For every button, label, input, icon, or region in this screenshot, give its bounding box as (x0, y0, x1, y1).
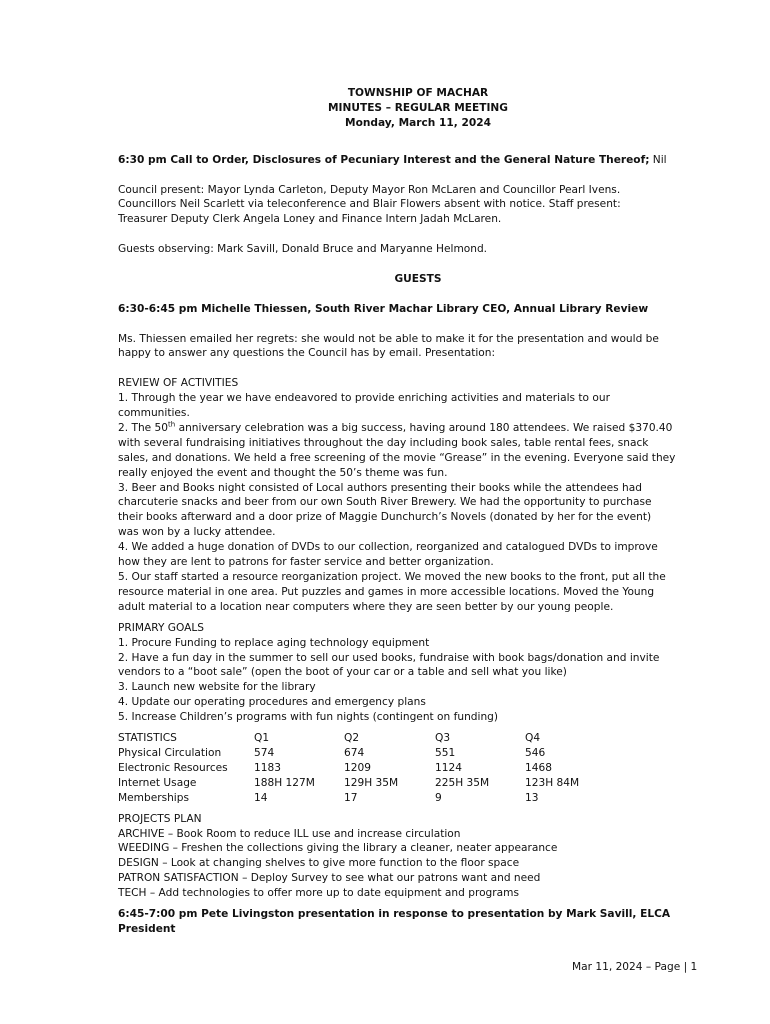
call-to-order-heading: 6:30 pm Call to Order, Disclosures of Pecuniary Interest and the General Nature Thereof; (118, 153, 650, 166)
guests-heading: GUESTS (394, 272, 442, 285)
document-header (118, 86, 718, 131)
review-line: charcuterie snacks and beer from our own South River Brewery. We had the opportunity to purchase (118, 496, 652, 509)
table-header-row (118, 731, 615, 746)
review-line: with several fundraising initiatives throughout the day including book sales, table rental fees, snack (118, 436, 649, 449)
table-header: Q2 (344, 732, 360, 745)
review-line: 4. We added a huge donation of DVDs to our collection, reorganized and catalogued DVDs to improve (118, 541, 658, 554)
goal-line: vendors to a “boot sale” (open the boot of your car or a table and sell what you like) (118, 666, 567, 679)
library-review-heading: 6:30-6:45 pm Michelle Thiessen, South River Machar Library CEO, Annual Library Review (118, 302, 649, 315)
table-cell: Memberships (118, 791, 189, 804)
council-line: Council present: Mayor Lynda Carleton, Deputy Mayor Ron McLaren and Councillor Pearl Ivens. (118, 183, 621, 196)
review-line: communities. (118, 407, 190, 420)
meeting-date: Monday, March 11, 2024 (345, 116, 491, 129)
goal-line: 1. Procure Funding to replace aging technology equipment (118, 636, 430, 649)
council-line: Treasurer Deputy Clerk Angela Loney and Finance Intern Jadah McLaren. (118, 213, 502, 226)
table-cell: 129H 35M (344, 776, 399, 789)
guests-observing: Guests observing: Mark Savill, Donald Bruce and Maryanne Helmond. (118, 243, 488, 256)
table-cell: Electronic Resources (118, 761, 228, 774)
table-cell: 546 (525, 746, 546, 759)
goal-line: 5. Increase Children’s programs with fun nights (contingent on funding) (118, 711, 499, 724)
table-cell: 14 (254, 791, 268, 804)
table-row (118, 776, 615, 791)
review-line: 1. Through the year we have endeavored to provide enriching activities and materials to our (118, 392, 610, 405)
table-cell: Physical Circulation (118, 746, 222, 759)
goals-title: PRIMARY GOALS (118, 621, 205, 634)
table-cell: 1183 (254, 761, 281, 774)
table-header: STATISTICS (118, 732, 177, 745)
goal-line: 2. Have a fun day in the summer to sell our used books, fundraise with book bags/donation and invite (118, 651, 660, 664)
project-line: PATRON SATISFACTION – Deploy Survey to see what our patrons want and need (118, 872, 541, 885)
table-cell: 188H 127M (254, 776, 315, 789)
regrets-line: Ms. Thiessen emailed her regrets: she would not be able to make it for the presentation and would be (118, 332, 659, 345)
review-title: REVIEW OF ACTIVITIES (118, 377, 239, 390)
table-row (118, 761, 615, 776)
table-header: Q4 (525, 732, 541, 745)
review-line: how they are lent to patrons for faster service and better organization. (118, 556, 494, 569)
review-line: adult material to a location near computers where they are seen better by our young people. (118, 600, 614, 613)
table-header: Q1 (254, 732, 270, 745)
council-present (118, 183, 718, 228)
call-to-order-result: Nil (649, 153, 667, 166)
review-of-activities (118, 376, 718, 615)
project-line: WEEDING – Freshen the collections giving the library a cleaner, neater appearance (118, 842, 558, 855)
review-line: 3. Beer and Books night consisted of Local authors presenting their books while the attendees had (118, 481, 642, 494)
table-cell: 17 (344, 791, 358, 804)
document-page (118, 86, 718, 937)
regrets-paragraph (118, 332, 718, 362)
review-line: was won by a lucky attendee. (118, 526, 276, 539)
table-cell: 9 (435, 791, 442, 804)
review-item-2-rest: anniversary celebration was a big success, having around 180 attendees. We raised $370.40 (175, 421, 673, 434)
projects-plan (118, 812, 718, 901)
primary-goals (118, 621, 718, 725)
page-footer: Mar 11, 2024 – Page | 1 (572, 961, 698, 973)
project-line: DESIGN – Look at changing shelves to give more function to the floor space (118, 857, 520, 870)
project-line: ARCHIVE – Book Room to reduce ILL use and increase circulation (118, 827, 461, 840)
goal-line: 3. Launch new website for the library (118, 681, 316, 694)
table-cell: Internet Usage (118, 776, 197, 789)
goal-line: 4. Update our operating procedures and emergency plans (118, 696, 426, 709)
review-line: 5. Our staff started a resource reorganization project. We moved the new books to the front, put all the (118, 571, 666, 583)
livingston-heading: 6:45-7:00 pm Pete Livingston presentation in response to presentation by Mark Savill, ELCA President (118, 908, 671, 935)
projects-title: PROJECTS PLAN (118, 812, 202, 825)
minutes-title: MINUTES – REGULAR MEETING (328, 101, 508, 114)
project-line: TECH – Add technologies to offer more up to date equipment and programs (118, 887, 519, 900)
table-row (118, 791, 615, 806)
table-cell: 1468 (525, 761, 552, 774)
table-cell: 225H 35M (435, 776, 490, 789)
review-item-2 (118, 421, 718, 436)
table-cell: 574 (254, 746, 275, 759)
table-cell: 551 (435, 746, 456, 759)
council-line: Councillors Neil Scarlett via teleconference and Blair Flowers absent with notice. Staff present: (118, 198, 621, 211)
review-line: resource material in one area. Put puzzles and games in more accessible locations. Moved the Young (118, 585, 655, 598)
table-cell: 1209 (344, 761, 371, 774)
table-row (118, 746, 615, 761)
ordinal-suffix: th (168, 420, 176, 429)
table-cell: 674 (344, 746, 365, 759)
review-item-2-prefix: 2. The 50 (118, 421, 169, 434)
statistics-table (118, 731, 615, 806)
regrets-line: happy to answer any questions the Council has by email. Presentation: (118, 347, 496, 360)
table-cell: 123H 84M (525, 776, 580, 789)
review-line: sales, and donations. We held a free screening of the movie “Grease” in the evening. Everyone said they (118, 451, 676, 464)
township-title: TOWNSHIP OF MACHAR (347, 87, 489, 99)
review-line: their books afterward and a door prize of Maggie Dunchurch’s Novels (donated by her for the event) (118, 511, 652, 524)
table-header: Q3 (435, 732, 451, 745)
review-line: really enjoyed the event and thought the 50’s theme was fun. (118, 466, 448, 479)
call-to-order (118, 153, 718, 168)
table-cell: 13 (525, 791, 539, 804)
table-cell: 1124 (435, 761, 462, 774)
